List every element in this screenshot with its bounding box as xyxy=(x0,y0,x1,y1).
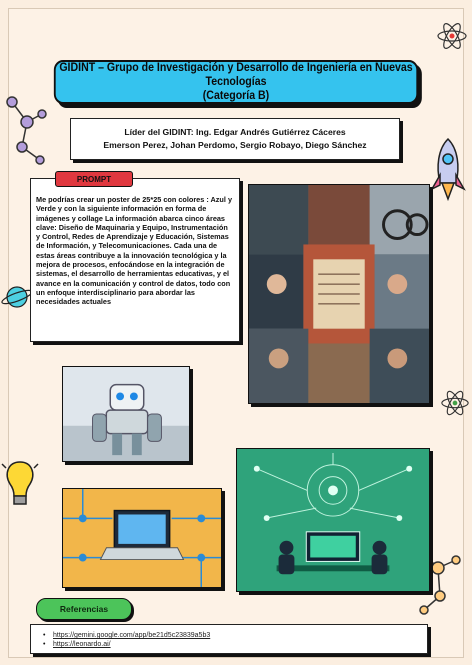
atom-icon xyxy=(436,20,468,52)
atom-icon xyxy=(440,388,470,418)
collage-image xyxy=(248,184,430,404)
robot-image xyxy=(62,366,190,462)
leader-line-1: Líder del GIDINT: Ing. Edgar Andrés Gutiérrez Cáceres xyxy=(124,127,346,137)
reference-link-gemini[interactable]: https://gemini.google.com/app/be21d5c23839a5b3 xyxy=(53,632,211,639)
prompt-label: PROMPT xyxy=(55,171,133,187)
planet-icon xyxy=(0,280,34,314)
prompt-text: Me podrías crear un poster de 25*25 con colores : Azul y Verde y con la siguiente información en forma de imágenes y collage La información abarca cinco áreas clave: Diseño de Maquinaria y Equipo, Instrumentación y Control, Redes de Aprendizaje y Educación, Sistemas de Información, y Telecomunicaciones. Cada una de estas áreas contribuye a la innovación tecnológica y la mejora de procesos, enfocándose en la integración de sistemas, el desarrollo de herramientas educativas, y el avance en la comunicación y control de datos, todo con un enfoque interdisciplinario para abordar las necesidades actuales xyxy=(36,195,232,307)
references-box xyxy=(30,624,428,654)
poster-title xyxy=(54,60,418,104)
network-image xyxy=(236,448,430,592)
references-label: Referencias xyxy=(36,598,132,620)
reference-link-leonardo[interactable]: https://leonardo.ai/ xyxy=(53,641,111,648)
title-line-1: GIDINT – Grupo de Investigación y Desarrollo de Ingeniería en Nuevas Tecnologías xyxy=(59,62,413,88)
list-item xyxy=(43,640,427,649)
references-list xyxy=(43,631,427,649)
leader-box xyxy=(70,118,400,160)
title-line-2: (Categoría B) xyxy=(202,90,270,102)
rocket-icon xyxy=(426,135,470,205)
lightbulb-icon xyxy=(0,456,40,516)
list-item xyxy=(43,631,427,640)
laptop-image xyxy=(62,488,222,588)
molecule-icon xyxy=(2,92,52,172)
prompt-box xyxy=(30,178,240,342)
leader-line-2: Emerson Perez, Johan Perdomo, Sergio Robayo, Diego Sánchez xyxy=(103,140,367,150)
